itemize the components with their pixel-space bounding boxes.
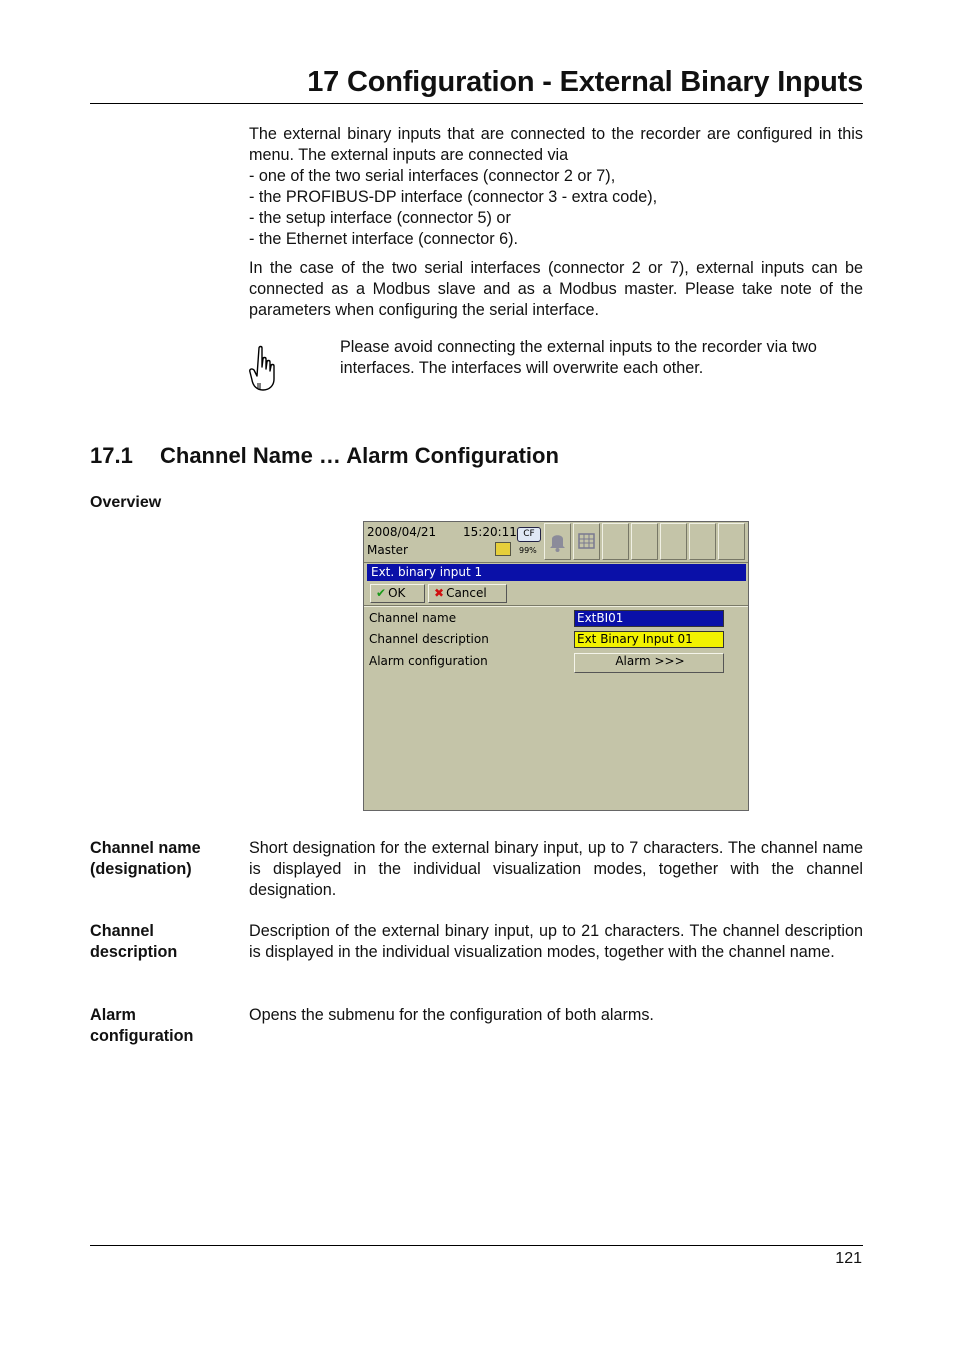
section-heading xyxy=(90,443,559,469)
close-icon: ✖ xyxy=(434,586,445,600)
term-channel-description: Channel description xyxy=(90,922,178,961)
hand-pointing-icon xyxy=(248,345,276,393)
modbus-paragraph: In the case of the two serial interfaces (connector 2 or 7), external inputs can be connected as a Modbus slave and as a Modbus master. Please take note of the parameters when configuring the serial interface. xyxy=(249,259,863,319)
device-window-title: Ext. binary input 1 xyxy=(367,564,746,581)
toolbar-slot-button[interactable] xyxy=(660,523,687,560)
intro-paragraph xyxy=(249,124,863,250)
term-alarm-configuration: Alarm configuration xyxy=(90,1006,194,1045)
cf-card-icon: CF xyxy=(517,527,541,542)
channel-name-field[interactable]: ExtBI01 xyxy=(574,610,724,627)
definition-channel-name: Short designation for the external binary input, up to 7 characters. The channel name is displayed in the individual visualization modes, together with the channel designation. xyxy=(249,839,863,899)
toolbar-slot-button[interactable] xyxy=(602,523,629,560)
device-screenshot xyxy=(363,521,749,811)
note-text: Please avoid connecting the external inputs to the recorder via two interfaces. The interfaces will overwrite each other. xyxy=(340,338,817,377)
overview-label: Overview xyxy=(90,494,162,511)
alarm-button[interactable]: Alarm >>> xyxy=(574,653,724,673)
device-divider xyxy=(364,605,748,607)
intro-bullet: - the Ethernet interface (connector 6). xyxy=(249,230,519,248)
device-time: 15:20:11 xyxy=(463,525,517,539)
section-number: 17.1 xyxy=(90,443,133,468)
channel-description-label: Channel description xyxy=(369,632,489,646)
intro-bullet: - the PROFIBUS-DP interface (connector 3 - extra code), xyxy=(249,188,658,206)
device-date: 2008/04/21 xyxy=(367,525,437,539)
toolbar-slot-button[interactable] xyxy=(631,523,658,560)
channel-name-label: Channel name xyxy=(369,611,457,625)
footer-rule xyxy=(90,1245,863,1246)
definition-channel-description: Description of the external binary input, up to 21 characters. The channel description is displayed in the individual visualization modes, together with the channel name. xyxy=(249,922,863,961)
title-rule xyxy=(90,103,863,104)
definition-alarm-configuration: Opens the submenu for the configuration of both alarms. xyxy=(249,1006,654,1024)
page-number: 121 xyxy=(835,1250,862,1267)
check-icon: ✔ xyxy=(376,586,387,600)
section-title: Channel Name … Alarm Configuration xyxy=(160,443,559,468)
alarm-configuration-label: Alarm configuration xyxy=(369,654,488,668)
bell-icon[interactable] xyxy=(544,523,571,560)
cancel-label: Cancel xyxy=(446,586,487,600)
cf-usage: 99% xyxy=(519,546,537,555)
device-status-bar xyxy=(364,522,748,563)
toolbar-slot-button[interactable] xyxy=(718,523,745,560)
device-user: Master xyxy=(367,543,408,557)
intro-bullet: - the setup interface (connector 5) or xyxy=(249,209,511,227)
intro-bullet: - one of the two serial interfaces (connector 2 or 7), xyxy=(249,167,616,185)
ok-button[interactable] xyxy=(370,584,425,603)
cancel-button[interactable] xyxy=(428,584,507,603)
toolbar-slot-button[interactable] xyxy=(689,523,716,560)
intro-text: The external binary inputs that are connected to the recorder are configured in this menu. The external inputs are connected via xyxy=(249,125,863,164)
term-channel-name: Channel name (designation) xyxy=(90,839,201,878)
chapter-title: 17 Configuration - External Binary Inputs xyxy=(307,66,863,98)
channel-description-field[interactable]: Ext Binary Input 01 xyxy=(574,631,724,648)
ok-label: OK xyxy=(388,586,406,600)
grid-icon[interactable] xyxy=(573,523,600,560)
lock-icon xyxy=(495,542,511,556)
